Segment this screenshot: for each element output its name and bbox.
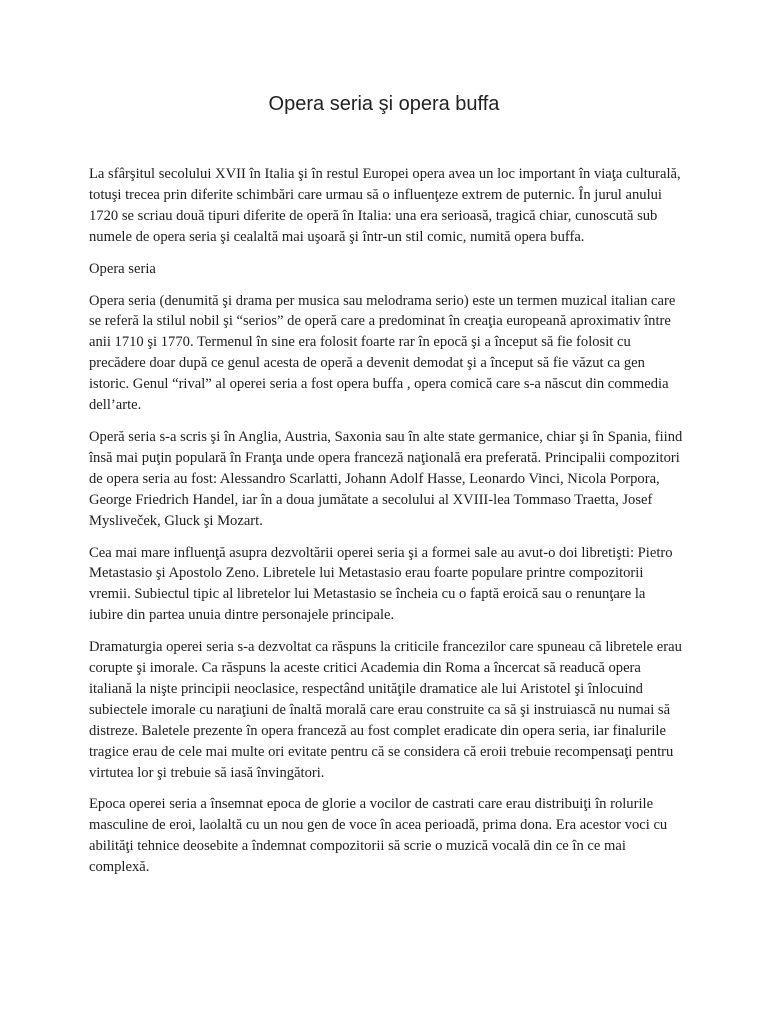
section-heading-opera-seria: Opera seria [89,260,156,277]
page-title: Opera seria şi opera buffa [268,93,500,115]
paragraph-castrati: Epoca operei seria a însemnat epoca de glorie a vocilor de castrati care erau distribuiţi în rolurile masculine de eroi, laolaltă cu un nou gen de voce în acea perioadă, prima dona. Era acestor voci cu abilităţi tehnice deosebite a îndemnat compozitorii să scrie o muzică vocală din ce în ce mai complexă. [89,796,668,876]
paragraph-dramaturgy: Dramaturgia operei seria s-a dezvoltat ca răspuns la criticile francezilor care spuneau că libretele erau corupte şi imorale. Ca răspuns la aceste critici Academia din Roma a încercat să readucă opera italiană la nişte principii neoclasice, respectând unităţile dramatice ale lui Aristotel şi înlocuind subiectele imorale cu naraţiuni de înaltă morală care erau construite ca să şi instruiască nu numai să distreze. Baletele prezente în opera franceză au fost complet eradicate din opera seria, iar finalurile tragice erau de cele mai multe ori evitate pentru că se considera că eroii trebuie recompensaţi pentru virtutea lor şi trebuie să iasă învingători. [89,639,682,781]
paragraph-countries-composers: Operă seria s-a scris şi în Anglia, Austria, Saxonia sau în alte state germanice, chiar şi în Spania, fiind însă mai puţin populară în Franţa unde opera franceză naţională era preferată. Principalii compozitori de opera seria au fost: Alessandro Scarlatti, Johann Adolf Hasse, Leonardo Vinci, Nicola Porpora, George Friedrich Handel, iar în a doua jumătate a secolului al XVIII-lea Tommaso Traetta, Josef Mysliveček, Gluck şi Mozart. [89,428,683,529]
paragraph-intro: La sfârşitul secolului XVII în Italia şi în restul Europei opera avea un loc important în viaţa culturală, totuşi trecea prin diferite schimbări care urmau să o influenţeze extrem de puternic. În jurul anului 1720 se scriau două tipuri diferite de operă în Italia: una era serioasă, tragică chiar, cunoscută sub numele de opera seria şi cealaltă mai uşoară şi într-un stil comic, numită opera buffa. [89,166,681,245]
paragraph-librettists: Cea mai mare influenţă asupra dezvoltării operei seria şi a formei sale au avut-o doi libretişti: Pietro Metastasio şi Apostolo Zeno. Libretele lui Metastasio erau foarte populare printre compozitorii vremii. Subiectul tipic al libretelor lui Metastasio se încheia cu o faptă eroică sau o renunţare la iubire din partea unuia dintre personajele principale. [89,544,673,624]
paragraph-definition: Opera seria (denumită şi drama per musica sau melodrama serio) este un termen muzical italian care se referă la stilul nobil şi “serios” de operă care a predominat în creaţia europeană aproximativ între anii 1710 şi 1770. Termenul în sine era folosit foarte rar în epocă şi a început să fie folosit cu precădere doar după ce genul acesta de operă a devenit demodat şi a început să fie văzut ca gen istoric. Genul “rival” al operei seria a fost opera buffa , opera comică care s-a născut din commedia dell’arte. [89,292,676,414]
document-body [89,164,683,889]
